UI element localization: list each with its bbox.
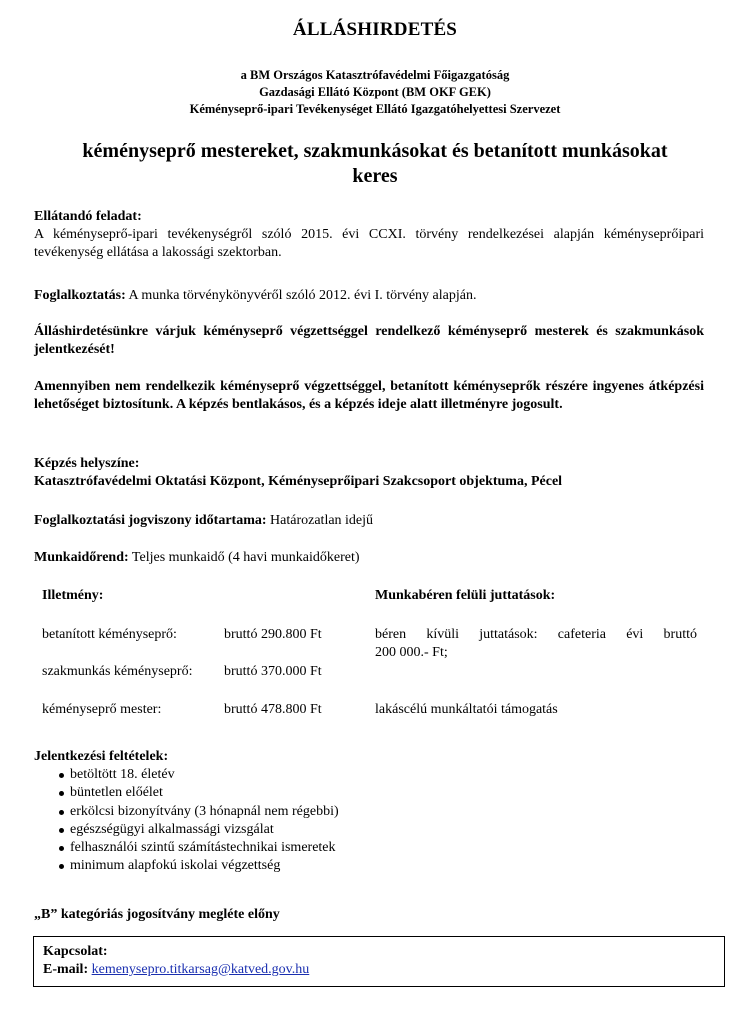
requirements-list: [34, 766, 339, 876]
license-note: „B” kategóriás jogosítvány megléte előny: [34, 907, 280, 922]
task-label: Ellátandó feladat:: [34, 209, 142, 224]
employment-text: A munka törvénykönyvéről szóló 2012. évi I. törvény alapján.: [128, 288, 477, 303]
duration-section: [34, 512, 704, 530]
email-label: E-mail:: [43, 962, 89, 977]
work-schedule-label: Munkaidőrend:: [34, 550, 129, 565]
page-title: ÁLLÁSHIRDETÉS: [292, 19, 458, 40]
bullet-icon: [59, 810, 64, 815]
employment-section: [34, 287, 704, 305]
requirement-text: erkölcsi bizonyítvány (3 hónapnál nem régebbi): [70, 803, 339, 819]
headline-line-1: kéményseprő mestereket, szakmunkásokat és betanított munkásokat: [82, 140, 668, 162]
list-item: [34, 784, 339, 802]
requirement-text: büntetlen előélet: [70, 785, 163, 801]
training-location-text: Katasztrófavédelmi Oktatási Központ, Kéményseprőipari Szakcsoport objektuma, Pécel: [34, 474, 563, 489]
organization-line-3: Kéményseprő-ipari Tevékenységet Ellátó Igazgatóhelyettesi Szervezet: [189, 102, 561, 116]
duration-label: Foglalkoztatási jogviszony időtartama:: [34, 513, 267, 528]
benefit-item-2: lakáscélú munkáltatói támogatás: [375, 702, 558, 717]
salary-header: Illetmény:: [42, 588, 104, 603]
requirements-label: Jelentkezési feltételek:: [34, 749, 169, 764]
salary-role-2: szakmunkás kéményseprő:: [42, 664, 193, 679]
work-schedule-text: Teljes munkaidő (4 havi munkaidőkeret): [131, 550, 360, 565]
benefit-item-1-line-2: 200 000.- Ft;: [375, 645, 448, 660]
call-for-masters: Álláshirdetésünkre várjuk kéményseprő végzettséggel rendelkező kéményseprő mesterek és szakmunkások jelentkezését!: [34, 324, 704, 357]
organization-line-2: Gazdasági Ellátó Központ (BM OKF GEK): [259, 85, 491, 99]
contact-email-row: [43, 961, 724, 979]
list-item: [34, 803, 339, 821]
salary-benefits-table: [42, 587, 712, 727]
list-item: [34, 821, 339, 839]
bullet-icon: [59, 791, 64, 796]
salary-amount-1: bruttó 290.800 Ft: [224, 627, 322, 642]
organization-block: [0, 67, 750, 118]
training-location-label: Képzés helyszíne:: [34, 456, 140, 471]
duration-text: Határozatlan idejű: [270, 513, 374, 528]
employment-label: Foglalkoztatás:: [34, 288, 126, 303]
requirement-text: felhasználói szintű számítástechnikai ismeretek: [70, 840, 336, 856]
requirement-text: betöltött 18. életév: [70, 767, 175, 782]
salary-role-3: kéményseprő mester:: [42, 702, 162, 717]
salary-amount-2: bruttó 370.000 Ft: [224, 664, 322, 679]
task-text: A kéményseprő-ipari tevékenységről szóló 2015. évi CCXI. törvény rendelkezései alapján kéményseprőipari tevékenység ellátása a lakossági szektorban.: [34, 227, 704, 260]
email-link[interactable]: kemenysepro.titkarsag@katved.gov.hu: [91, 962, 310, 977]
bullet-icon: [59, 864, 64, 869]
bullet-icon: [59, 846, 64, 851]
requirement-text: egészségügyi alkalmassági vizsgálat: [70, 821, 274, 837]
work-schedule-section: [34, 549, 704, 567]
bullet-icon: [59, 828, 64, 833]
list-item: [34, 766, 339, 784]
training-location-section: [34, 455, 704, 491]
contact-box: [33, 936, 725, 987]
list-item: [34, 857, 339, 875]
benefits-header: Munkabéren felüli juttatások:: [375, 588, 556, 603]
organization-line-1: a BM Országos Katasztrófavédelmi Főigazgatóság: [240, 68, 510, 82]
bullet-icon: [59, 773, 64, 778]
call-for-trainees: Amennyiben nem rendelkezik kéményseprő végzettséggel, betanított kéményseprők részére ingyenes átképzési lehetőséget biztosítunk. A képzés bentlakásos, és a képzés ideje alatt illetményre jogosult.: [34, 379, 704, 412]
headline-line-2: keres: [352, 165, 398, 187]
benefit-item-1-line-1: béren kívüli juttatások: cafeteria évi bruttó: [375, 627, 697, 642]
salary-role-1: betanított kéményseprő:: [42, 627, 177, 642]
task-section: [34, 208, 704, 262]
requirement-text: minimum alapfokú iskolai végzettség: [70, 858, 281, 874]
headline: [40, 139, 710, 189]
list-item: [34, 839, 339, 857]
salary-amount-3: bruttó 478.800 Ft: [224, 702, 322, 717]
contact-label: Kapcsolat:: [43, 944, 108, 959]
